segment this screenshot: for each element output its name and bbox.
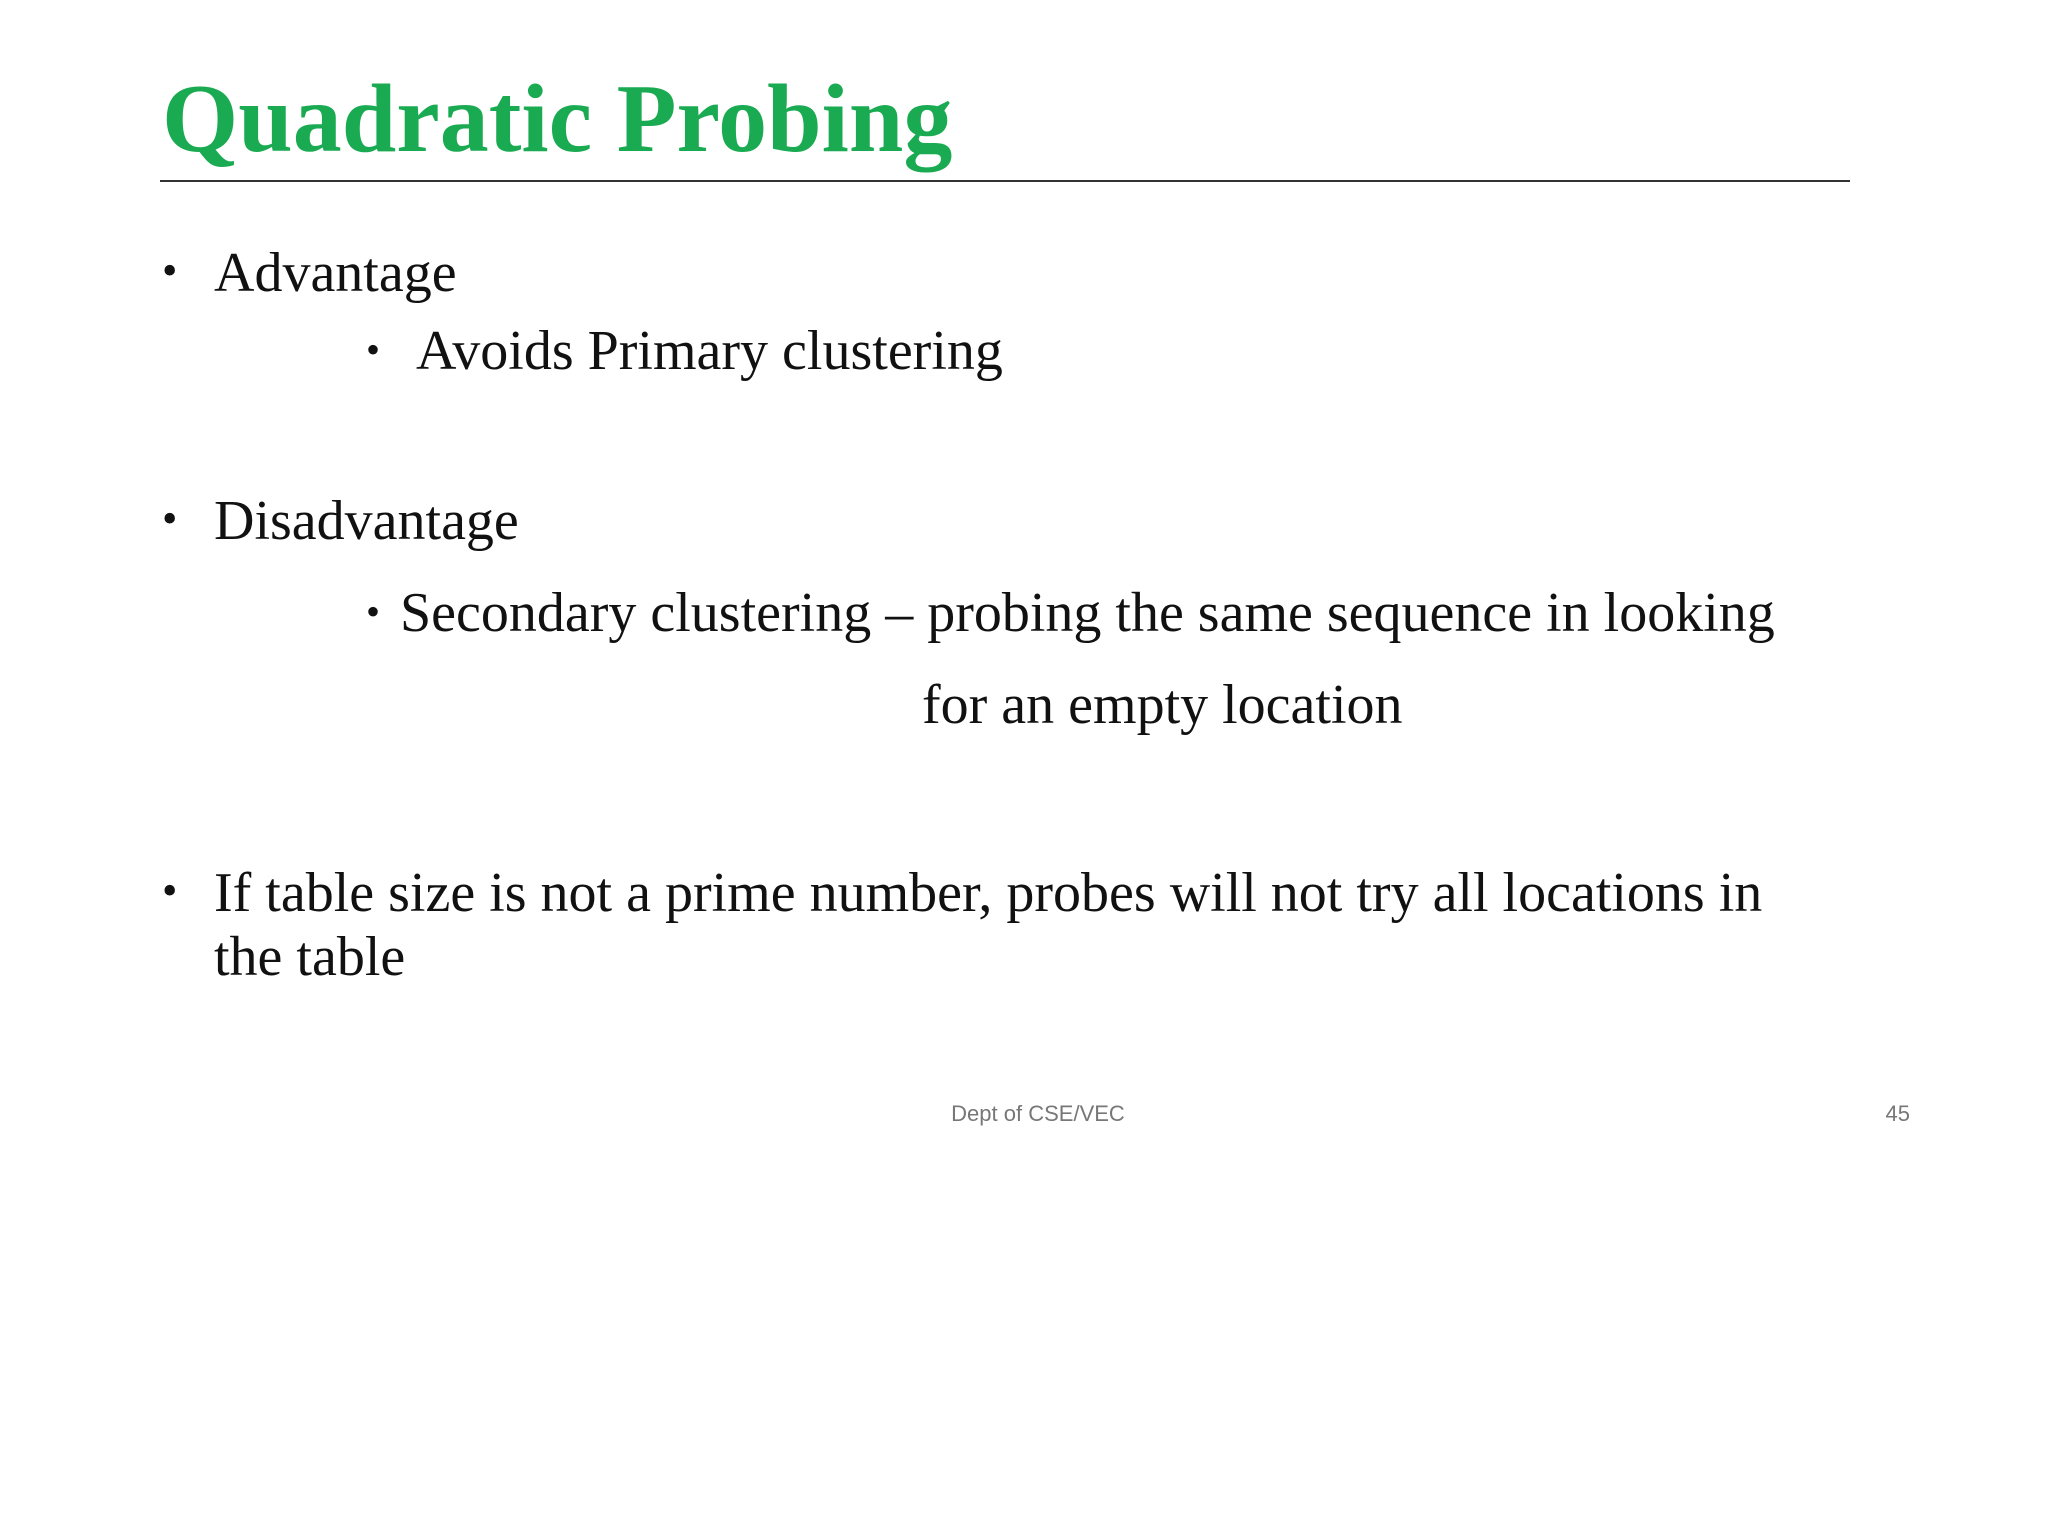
- slide-title: Quadratic Probing: [162, 65, 953, 173]
- bullet-table-size-line1: If table size is not a prime number, probes will not try all locations in: [214, 862, 1763, 924]
- bullet-disadvantage-label: Disadvantage: [214, 490, 519, 552]
- sub-bullet-secondary-clustering-text: Secondary clustering – probing the same sequence in looking: [400, 582, 1775, 644]
- bullet-dot: •: [162, 866, 178, 915]
- bullet-dot: •: [162, 246, 178, 295]
- footer-department: Dept of CSE/VEC: [951, 1101, 1125, 1126]
- bullet-table-size-line2: the table: [214, 926, 406, 988]
- sub-bullet-dot: •: [366, 589, 381, 634]
- bullet-disadvantage: [162, 488, 519, 555]
- sub-bullet-secondary-clustering-continuation: for an empty location: [922, 674, 1403, 736]
- bullet-advantage: [162, 240, 457, 307]
- title-divider: [160, 180, 1850, 182]
- sub-bullet-avoids-primary-clustering: [366, 318, 1003, 385]
- bullet-advantage-label: Advantage: [214, 242, 457, 304]
- sub-bullet-avoids-primary-clustering-text: Avoids Primary clustering: [416, 320, 1003, 382]
- bullet-dot: •: [162, 494, 178, 543]
- sub-bullet-dot: •: [366, 327, 381, 372]
- bullet-table-size: [162, 860, 1762, 927]
- sub-bullet-secondary-clustering: [366, 580, 1775, 647]
- footer-page-number: 45: [1885, 1101, 1910, 1126]
